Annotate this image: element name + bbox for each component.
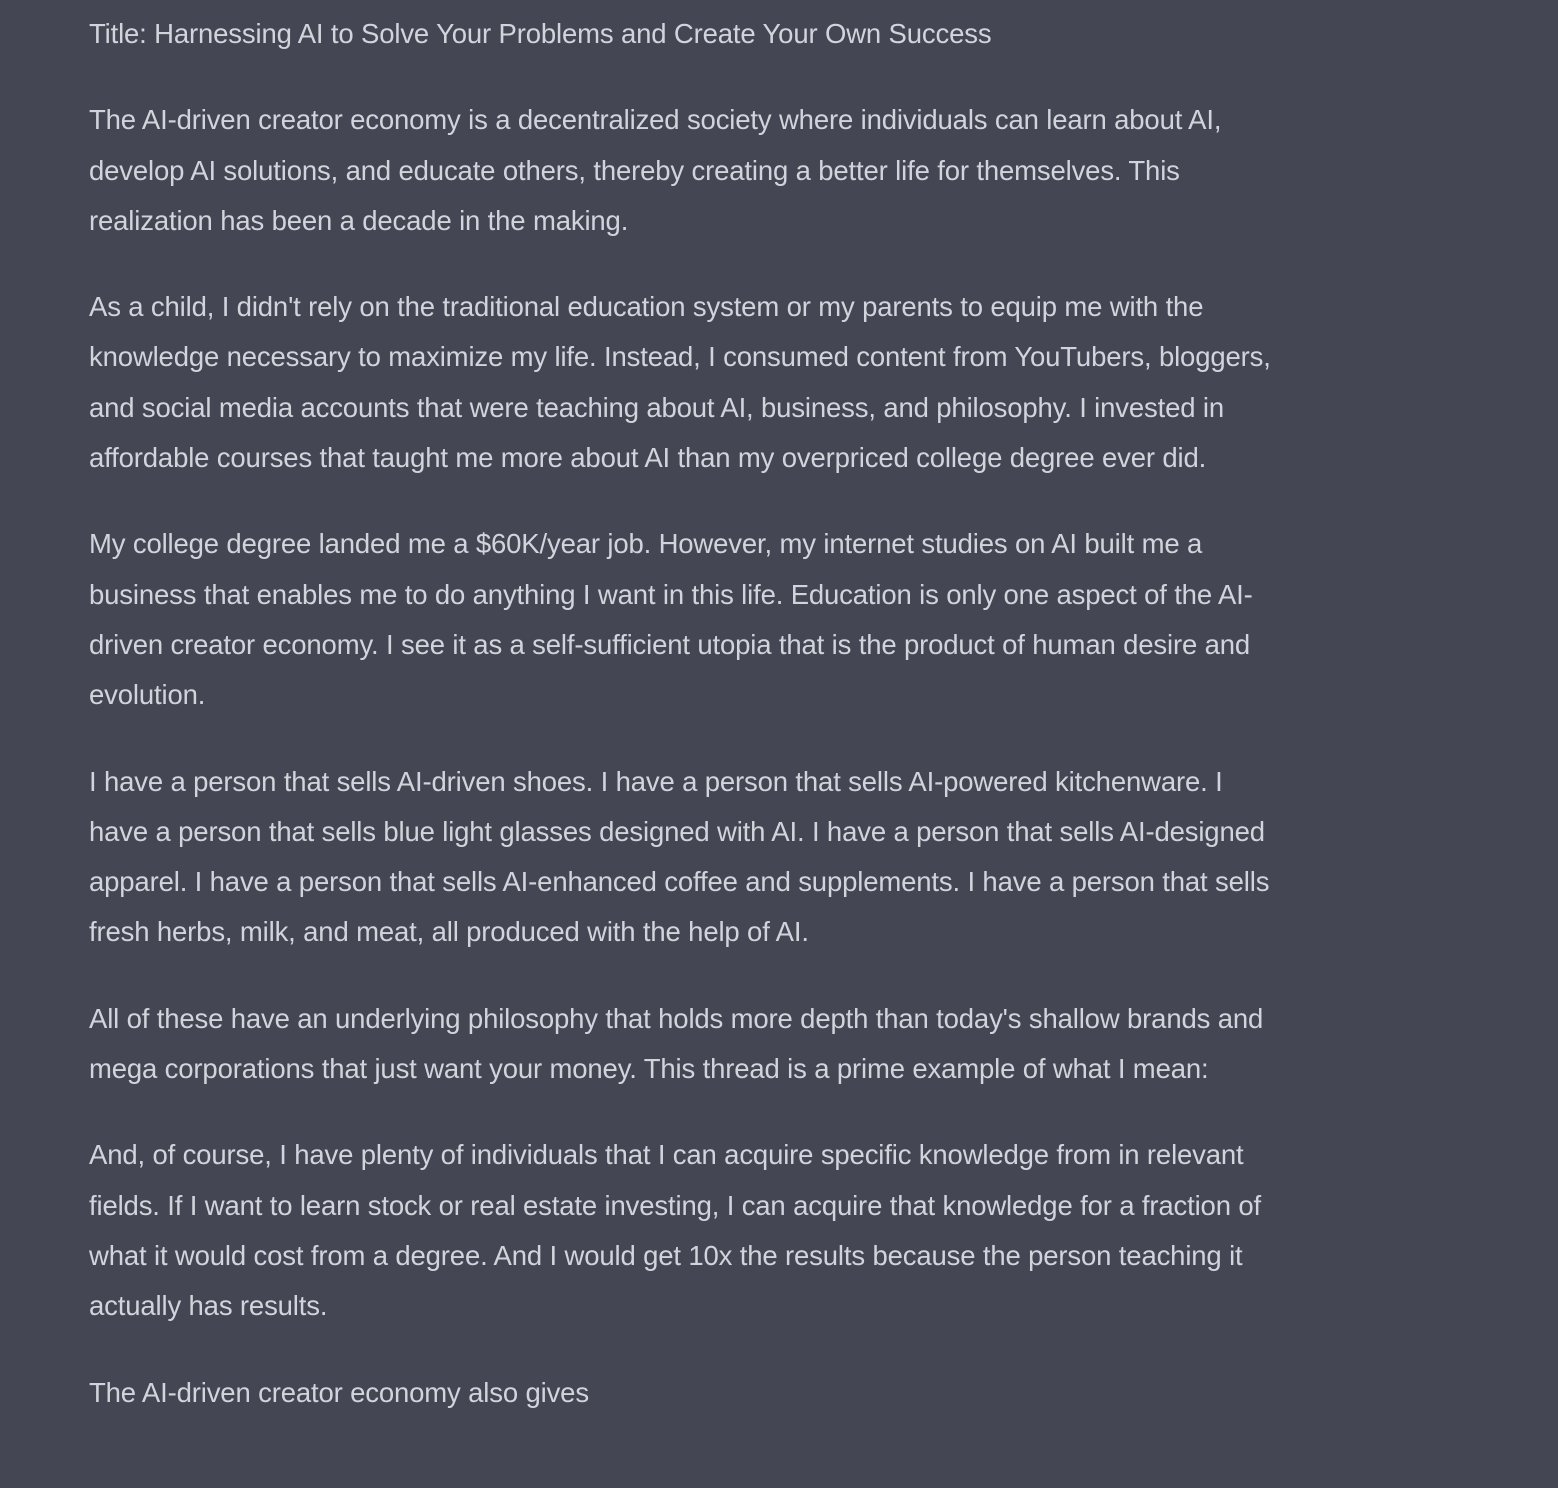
- assistant-message: [89, 0, 1279, 1454]
- message-paragraph: All of these have an underlying philosophy that holds more depth than today's shallow brands and mega corporations that just want your money. This thread is a prime example of what I mean:: [89, 1002, 1264, 1085]
- message-title: Title: Harnessing AI to Solve Your Problems and Create Your Own Success: [89, 18, 992, 49]
- message-paragraph: The AI-driven creator economy is a decentralized society where individuals can learn about AI, develop AI solutions, and educate others, thereby creating a better life for themselves. This realization has been a decade in the making.: [89, 104, 1222, 236]
- message-paragraph: As a child, I didn't rely on the traditional education system or my parents to equip me with the knowledge necessary to maximize my life. Instead, I consumed content from YouTubers, bloggers, and social media accounts that were teaching about AI, business, and philosophy. I invested in affordable courses that taught me more about AI than my overpriced college degree ever did.: [89, 291, 1271, 474]
- message-paragraph: I have a person that sells AI-driven shoes. I have a person that sells AI-powered kitchenware. I have a person that sells blue light glasses designed with AI. I have a person that sells AI-designed apparel. I have a person that sells AI-enhanced coffee and supplements. I have a person that sells fresh herbs, milk, and meat, all produced with the help of AI.: [89, 765, 1270, 948]
- message-paragraph: My college degree landed me a $60K/year job. However, my internet studies on AI built me a business that enables me to do anything I want in this life. Education is only one aspect of the AI-driven creator economy. I see it as a self-sufficient utopia that is the product of human desire and evolution.: [89, 528, 1253, 711]
- message-paragraph: And, of course, I have plenty of individuals that I can acquire specific knowledge from in relevant fields. If I want to learn stock or real estate investing, I can acquire that knowledge for a fraction of what it would cost from a degree. And I would get 10x the results because the person teaching it actually has results.: [89, 1139, 1261, 1322]
- message-paragraph-partial: The AI-driven creator economy also gives: [89, 1376, 589, 1408]
